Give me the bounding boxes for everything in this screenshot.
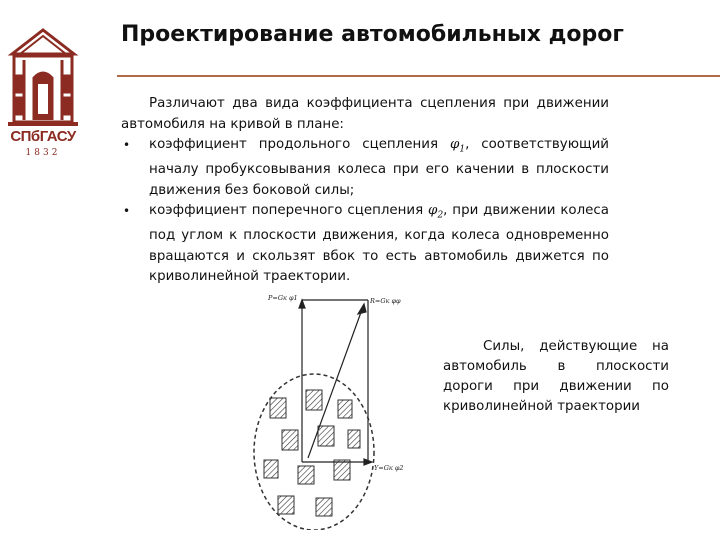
phi-symbol: $\varphi_2$ <box>428 203 444 221</box>
bullet-text: коэффициент продольного сцепления <box>149 137 438 152</box>
tread-blocks <box>264 390 360 516</box>
tire-force-diagram <box>238 290 418 530</box>
caption-text: Силы, действующие на автомобиль в плоскости дороги при движении по криволинейной траектории <box>443 339 669 414</box>
bullet-text: коэффициент поперечного сцепления <box>149 203 424 219</box>
logo-wordmark: СПбГАСУ <box>10 128 76 145</box>
page-title: Проектирование автомобильных дорог <box>121 22 624 47</box>
bullet-icon: • <box>123 204 131 219</box>
logo-year: 1832 <box>25 148 61 158</box>
bullet-text-rest: , при движении колеса под углом к плоскости движения, когда колеса одновременно вращаются и скользят вбок то есть автомобиль движется по криволинейной траектории. <box>149 203 609 285</box>
bullet-list <box>121 135 609 288</box>
bullet-item-longitudinal <box>121 135 609 201</box>
figure-caption <box>443 337 669 417</box>
phi-symbol: $\varphi_1$ <box>449 137 466 155</box>
title-divider <box>117 75 720 77</box>
label-longitudinal-force: P=Gк φ1 <box>268 294 298 302</box>
main-text <box>121 94 609 288</box>
label-lateral-force: Y=Gк φ2 <box>374 464 404 472</box>
bullet-text-rest: , соответствующий началу пробуксовывания колеса при его качении в плоскости движения без боковой силы; <box>149 137 609 198</box>
label-resultant-force: R=Gк φφ <box>370 297 401 305</box>
bullet-item-lateral <box>121 201 609 288</box>
intro-paragraph: Различают два вида коэффициента сцепления при движении автомобиля на кривой в плане: <box>121 96 609 132</box>
bullet-icon: • <box>123 138 131 152</box>
